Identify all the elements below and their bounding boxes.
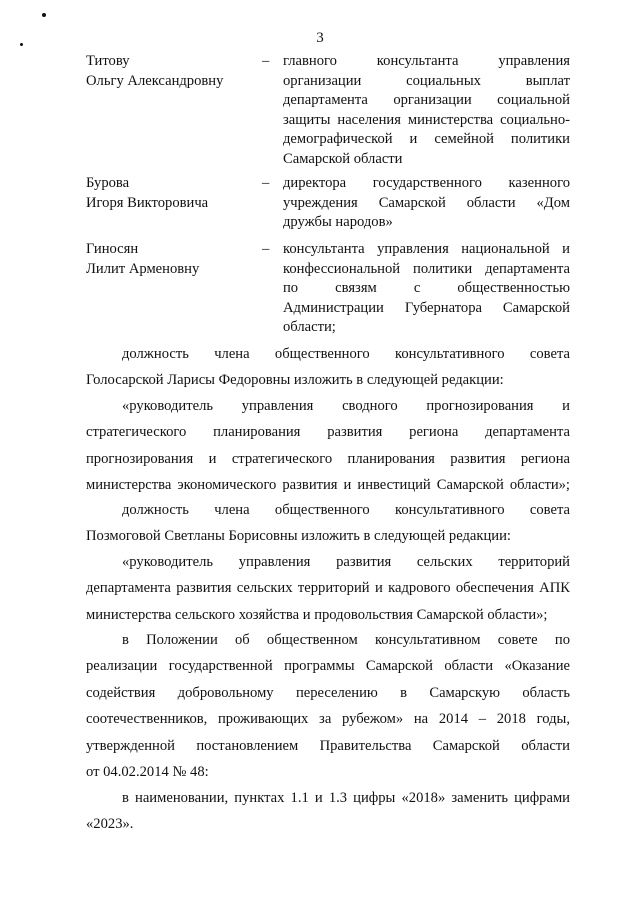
paragraph-line: прогнозирования и стратегического планирования развития региона bbox=[86, 450, 570, 467]
scan-speck bbox=[42, 13, 46, 17]
paragraph-line: соотечественников, проживающих за рубежом» на 2014 – 2018 годы, bbox=[86, 711, 570, 728]
paragraph-line: стратегического планирования развития региона департамента bbox=[86, 424, 570, 441]
paragraph-line: «руководитель управления развития сельских территорий bbox=[122, 554, 570, 570]
member-surname: Гиносян bbox=[86, 241, 139, 257]
body-paragraph bbox=[86, 627, 570, 785]
paragraph-line: в наименовании, пунктах 1.1 и 1.3 цифры «2018» заменить цифрами bbox=[122, 790, 570, 806]
paragraph-line: «2023». bbox=[86, 816, 134, 833]
body-paragraph bbox=[86, 497, 570, 550]
paragraph-line: должность члена общественного консультативного совета bbox=[122, 502, 570, 518]
paragraph-line: должность члена общественного консультативного совета bbox=[122, 346, 570, 362]
position-line: конфессиональной политики департамента bbox=[283, 260, 570, 277]
position-line: департамента организации социальной bbox=[283, 92, 570, 108]
member-dash: – bbox=[262, 175, 270, 191]
member-surname: Титову bbox=[86, 53, 130, 69]
paragraph-line: утвержденной постановлением Правительства Самарской области bbox=[86, 737, 570, 754]
member-given-names: Игоря Викторовича bbox=[86, 194, 209, 211]
member-surname: Бурова bbox=[86, 175, 130, 191]
position-line: организации социальных выплат bbox=[283, 72, 570, 89]
body-paragraph bbox=[86, 785, 570, 838]
member-position bbox=[283, 52, 570, 169]
position-line: Администрации Губернатора Самарской bbox=[283, 299, 570, 316]
member-name bbox=[86, 240, 256, 279]
position-line: области; bbox=[283, 319, 336, 335]
member-position bbox=[283, 174, 570, 233]
body-paragraph bbox=[86, 341, 570, 394]
member-given-names: Ольгу Александровну bbox=[86, 72, 224, 89]
paragraph-line: министерства сельского хозяйства и продовольствия Самарской области»; bbox=[86, 606, 548, 623]
paragraph-line: содействия добровольному переселению в Самарскую область bbox=[86, 684, 570, 701]
paragraph-line: Позмоговой Светланы Борисовны изложить в следующей редакции: bbox=[86, 528, 511, 545]
member-dash: – bbox=[262, 241, 270, 257]
position-line: учреждения Самарской области «Дом bbox=[283, 194, 570, 211]
body-paragraph bbox=[86, 393, 570, 499]
position-line: защиты населения министерства социально- bbox=[283, 111, 570, 128]
body-paragraph bbox=[86, 549, 570, 628]
position-line: Самарской области bbox=[283, 150, 403, 167]
paragraph-line: «руководитель управления сводного прогнозирования и bbox=[122, 398, 570, 414]
member-given-names: Лилит Арменовну bbox=[86, 260, 200, 277]
paragraph-line: министерства экономического развития и инвестиций Самарской области»; bbox=[86, 477, 570, 494]
paragraph-line: департамента развития сельских территорий и кадрового обеспечения АПК bbox=[86, 580, 570, 597]
paragraph-line: в Положении об общественном консультативном совете по bbox=[122, 632, 570, 648]
member-name bbox=[86, 174, 256, 213]
member-name bbox=[86, 52, 256, 91]
paragraph-line: от 04.02.2014 № 48: bbox=[86, 764, 209, 781]
member-position bbox=[283, 240, 570, 338]
position-line: консультанта управления национальной и bbox=[283, 241, 570, 257]
position-line: по связям с общественностью bbox=[283, 280, 570, 296]
page-number: 3 bbox=[316, 30, 324, 46]
position-line: дружбы народов» bbox=[283, 214, 393, 230]
position-line: главного консультанта управления bbox=[283, 53, 570, 69]
position-line: директора государственного казенного bbox=[283, 175, 570, 191]
paragraph-line: Голосарской Ларисы Федоровны изложить в следующей редакции: bbox=[86, 372, 504, 389]
paragraph-line: реализации государственной программы Самарской области «Оказание bbox=[86, 658, 570, 675]
position-line: демографической и семейной политики bbox=[283, 131, 570, 147]
member-dash: – bbox=[262, 53, 270, 69]
